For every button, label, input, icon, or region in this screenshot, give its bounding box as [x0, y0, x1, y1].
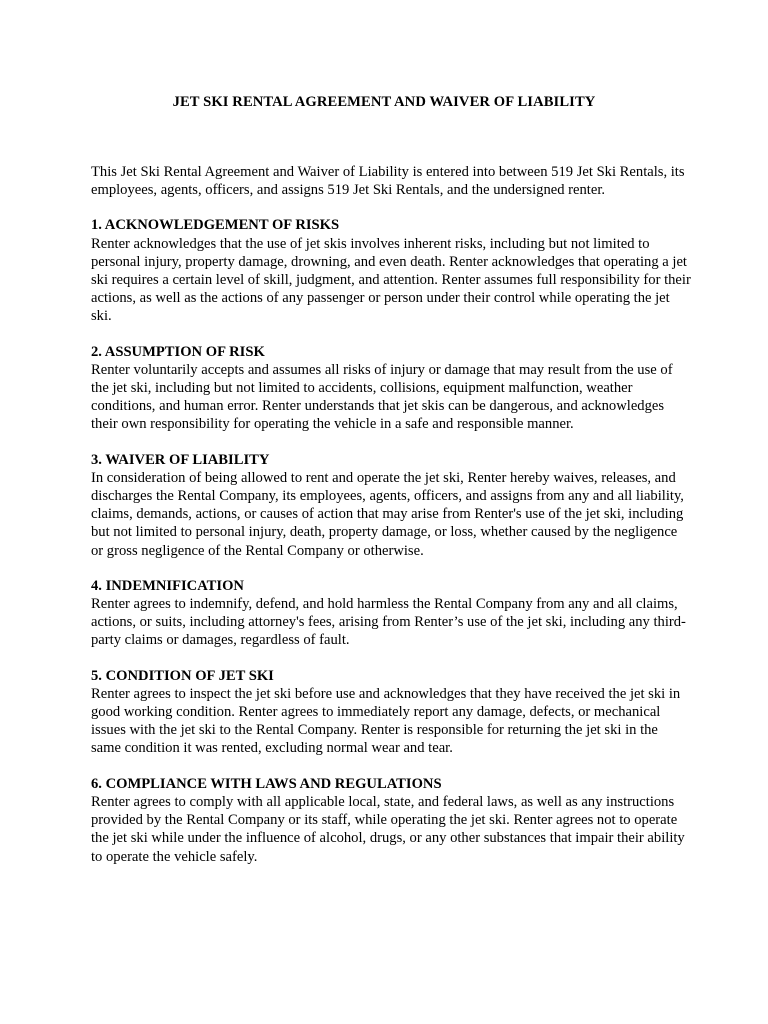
- section-body: Renter agrees to comply with all applicable local, state, and federal laws, as well as any instructions provided by the Rental Company or its staff, while operating the jet ski. Renter agrees not to operate the jet ski while under the influence of alcohol, drugs, or any other substances that impair their ability to operate the vehicle safely.: [91, 793, 685, 865]
- section-compliance-with-laws: [91, 775, 691, 866]
- intro-paragraph: This Jet Ski Rental Agreement and Waiver of Liability is entered into between 519 Jet Ski Rentals, its employees, agents, officers, and assigns 519 Jet Ski Rentals, and the undersigned renter.: [91, 164, 685, 199]
- section-assumption-of-risk: [91, 343, 691, 434]
- section-heading: 6. COMPLIANCE WITH LAWS AND REGULATIONS: [91, 775, 442, 792]
- section-condition-of-jet-ski: [91, 667, 691, 758]
- section-heading: 5. CONDITION OF JET SKI: [91, 667, 274, 684]
- section-waiver-of-liability: [91, 451, 691, 560]
- section-heading: 1. ACKNOWLEDGEMENT OF RISKS: [91, 217, 340, 234]
- section-body: In consideration of being allowed to rent and operate the jet ski, Renter hereby waives, releases, and discharges the Rental Company, its employees, agents, officers, and assigns from any and all liability, claims, demands, actions, or causes of action that may arise from Renter's use of the jet ski, including but not limited to personal injury, death, property damage, or loss, whether caused by the negligence or gross negligence of the Rental Company or otherwise.: [91, 469, 684, 559]
- section-heading: 2. ASSUMPTION OF RISK: [91, 343, 265, 360]
- section-body: Renter voluntarily accepts and assumes all risks of injury or damage that may result from the use of the jet ski, including but not limited to accidents, collisions, equipment malfunction, weather conditions, and human error. Renter understands that jet skis can be dangerous, and acknowledges their own responsibility for operating the vehicle in a safe and responsible manner.: [91, 361, 673, 433]
- section-body: Renter acknowledges that the use of jet skis involves inherent risks, including but not limited to personal injury, property damage, drowning, and even death. Renter acknowledges that operating a jet ski requires a certain level of skill, judgment, and attention. Renter assumes full responsibility for their actions, as well as the actions of any passenger or person under their control while operating the jet ski.: [91, 235, 691, 325]
- section-heading: 3. WAIVER OF LIABILITY: [91, 451, 270, 468]
- document-title: JET SKI RENTAL AGREEMENT AND WAIVER OF LIABILITY: [172, 94, 596, 110]
- section-body: Renter agrees to indemnify, defend, and hold harmless the Rental Company from any and all claims, actions, or suits, including attorney's fees, arising from Renter’s use of the jet ski, including any third-party claims or damages, regardless of fault.: [91, 596, 686, 649]
- section-acknowledgement-of-risks: [91, 216, 691, 325]
- document-body: [91, 163, 691, 883]
- section-body: Renter agrees to inspect the jet ski before use and acknowledges that they have received the jet ski in good working condition. Renter agrees to immediately report any damage, defects, or mechanical issues with the jet ski to the Rental Company. Renter is responsible for returning the jet ski in the same condition it was rented, excluding normal wear and tear.: [91, 685, 681, 757]
- section-heading: 4. INDEMNIFICATION: [91, 577, 244, 594]
- section-indemnification: [91, 577, 691, 650]
